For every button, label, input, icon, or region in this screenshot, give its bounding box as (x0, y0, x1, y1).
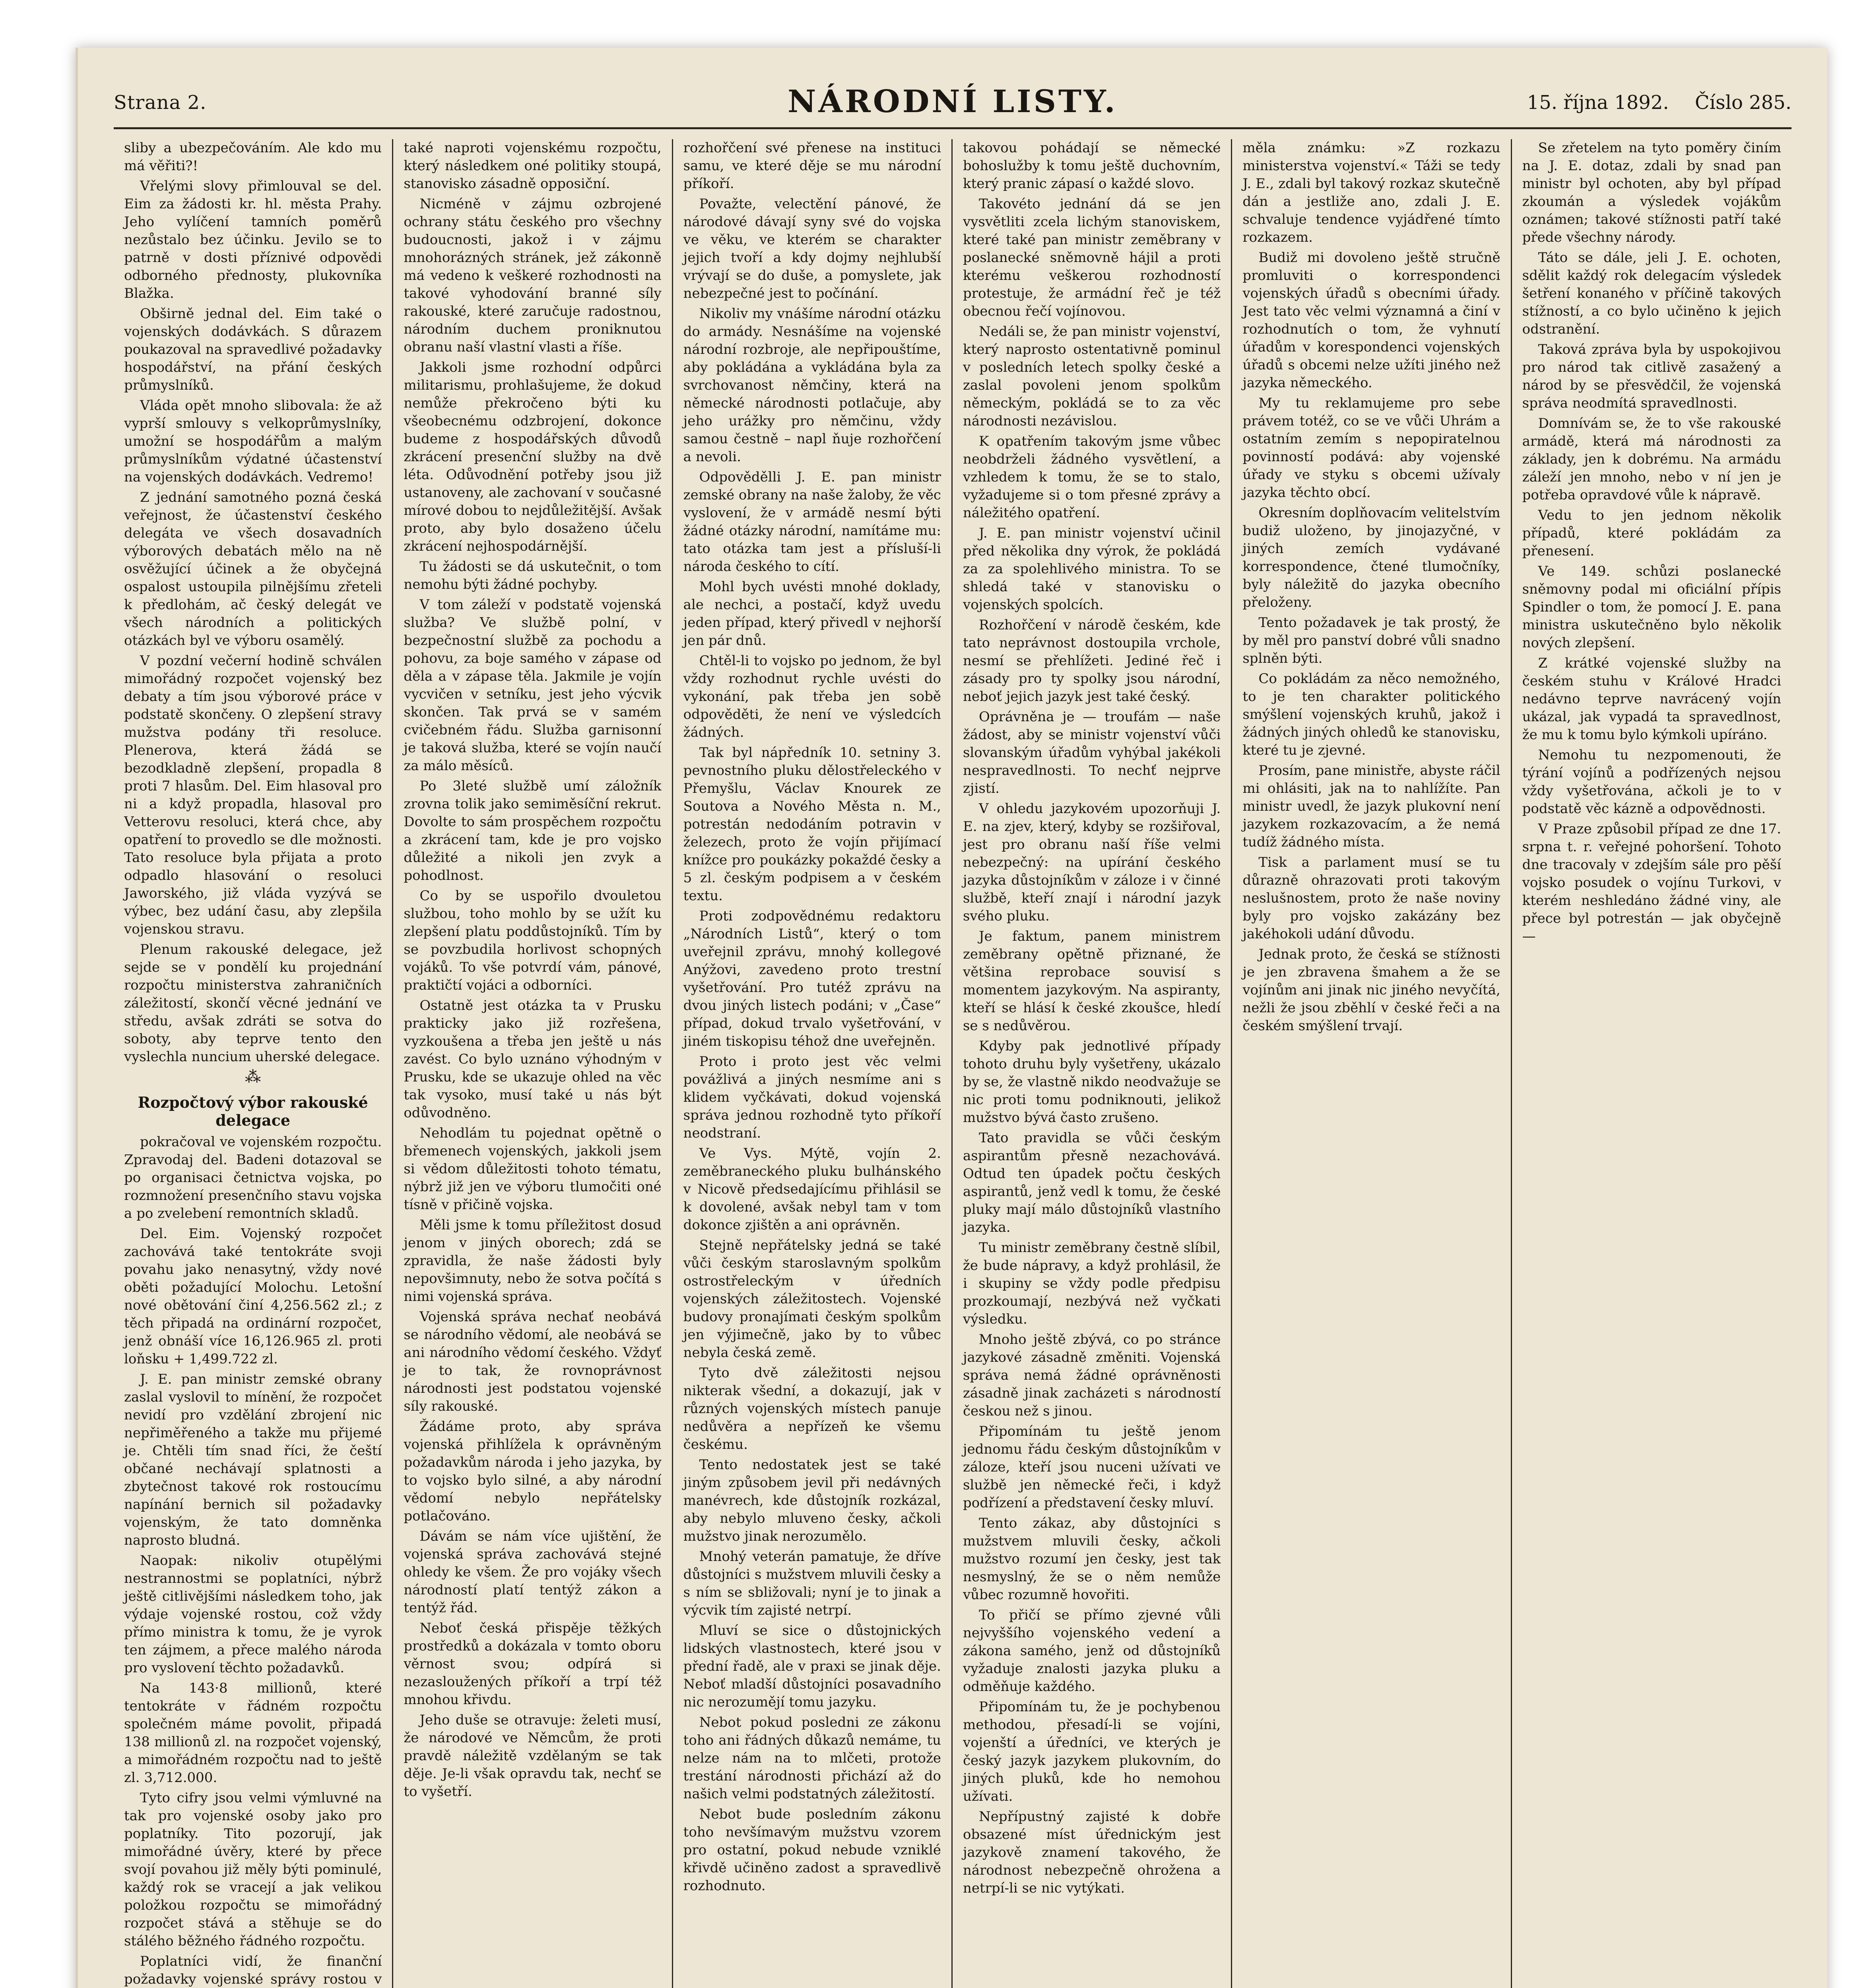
paragraph: V Praze způsobil případ ze dne 17. srpna t. r. veřejné pohoršení. Tohoto dne tracovaly v zdejším sále pro pěší vojsko posudek o vojínu Turkovi, v kterém neshledáno žádné viny, ale přece byl potrestán — jak obyčejně — (1522, 821, 1781, 944)
column-2 (393, 139, 673, 1988)
paragraph: Se zřetelem na tyto poměry činím na J. E. dotaz, zdali by snad pan ministr byl ochoten, aby byl případ zkoumán a výsledek vojákům oznámen; takové stížnosti patří také přede všechny národy. (1522, 140, 1781, 245)
newspaper-page (76, 48, 1827, 1988)
issue-date: 15. října 1892. (1527, 91, 1669, 114)
paragraph: Plenum rakouské delegace, jež sejde se v pondělí ku projednání rozpočtu ministerstva zahraničních záležitostí, skončí věcné jednání ve středu, avšak zdráti se sotva do soboty, aby teprve tento den vyslechla nuncium uherské delegace. (124, 942, 382, 1065)
paragraph: Mohl bych uvésti mnohé doklady, ale nechci, a postačí, když uvedu jeden případ, který přivedl v nejhorší jen pár dnů. (683, 579, 941, 648)
paragraph: Tu žádosti se dá uskutečnit, o tom nemohu býti žádné pochyby. (404, 559, 662, 592)
paragraph: pokračoval ve vojenském rozpočtu. Zpravodaj del. Badeni dotazoval se po organisaci četnictva vojska, po rozmnožení presenčního stavu vojska a po zvelebení remontních skladů. (124, 1134, 382, 1221)
paragraph: My tu reklamujeme pro sebe právem totéž, co se ve vůči Uhrám a ostatním zemím s nepopiratelnou povinností podává: aby vojenské úřady ve styku s obcemi užívaly jazyka těchto obcí. (1242, 395, 1500, 501)
paragraph: V pozdní večerní hodině schválen mimořádný rozpočet vojenský bez debaty a tím jsou výborové práce v podstatě skončeny. O zlepšení stravy mužstva podány tři resoluce. Plenerova, která žádá se bezodkladně zlepšení, propadla 8 proti 7 hlasům. Del. Eim hlasoval pro ni a když propadla, hlasoval pro Vetterovu resoluci, která chce, aby opatření to provedlo se dle možnosti. Tato resoluce byla přijata a proto odpadlo hlasování o resoluci Jaworského, již vláda vyzývá se výbec, bez udání času, aby zlepšila vojenskou stravu. (124, 653, 382, 937)
asterism-divider: ⁂ (245, 1068, 261, 1086)
issue-number: Číslo 285. (1694, 91, 1792, 114)
paragraph: Vojenská správa nechať neobává se národního vědomí, ale neobává se ani národního vědomí českého. Vždyť je to tak, že rovnoprávnost národnosti jest podstatou vojenské síly rakouské. (404, 1309, 662, 1414)
paragraph: Nebot pokud posledni ze zákonu toho ani řádných důkazů nemáme, tu nelze nám na to mlčeti, protože trestání národnosti přichází až do našich velmi podstatných záležitostí. (683, 1714, 941, 1802)
paragraph: Ve 149. schůzi poslanecké sněmovny podal mi oficiální přípis Spindler o tom, že pomocí J. E. pana ministra uskutečněno bylo několik nových zlepšení. (1522, 563, 1781, 651)
paragraph: J. E. pan ministr zemské obrany zaslal vyslovil to mínění, že rozpočet nevidí pro vzdělání zbrojení nic nepřiměřeného a takže mu přijemé je. Chtěli tím snad říci, že čeští občané nechávají splatnosti a zbytečnost takové rok rostoucímu napínání bernich sil požadavky vojenským, že tato domněnka naprosto bludná. (124, 1371, 382, 1548)
paragraph: Tyto cifry jsou velmi výmluvné na tak pro vojenské osoby jako pro poplatníky. Tito pozorují, jak mimořádné úvěry, které by přece svojí povahou již měly býti pominulé, každý rok se vracejí a jak velikou položkou rozpočtu se mimořádný rozpočet stává a stěhuje se do stálého běžného řádného rozpočtu. (124, 1790, 382, 1949)
paragraph: Prosím, pane ministře, abyste ráčil mi ohlásiti, jak na to nahlížíte. Pan ministr uvedl, že jazyk plukovní není jazykem rozkazovacím, a že nemá tudíž žádného místa. (1242, 763, 1500, 850)
paragraph: sliby a ubezpečováním. Ale kdo mu má věřiti?! (124, 140, 382, 174)
paragraph: Neboť česká přispěje těžkých prostředků a dokázala v tomto oboru věrnost svou; odpírá si nezasloužených příkoří a trpí též mnohou křivdu. (404, 1620, 662, 1708)
column-3 (673, 139, 953, 1988)
paragraph: Okresním doplňovacím velitelstvím budiž uloženo, by jinojazyčné, v jiných zemích vydávané korrespondence, čtené tlumočníky, byly náležitě do jazyka obecního přeloženy. (1242, 505, 1500, 610)
paragraph: Považte, velectění pánové, že národové dávají syny své do vojska ve věku, ve kterém se charakter jejich tvoří a kdy dojmy nejhlubší vrývají se do duše, a pomyslete, jak nebezpečné jest to počínání. (683, 196, 941, 301)
paragraph: měla známku: »Z rozkazu ministerstva vojenství.« Táži se tedy J. E., zdali byl takový rozkaz skutečně dán a jestliže ano, zdali J. E. schvaluje tendence vyjádřené tímto rozkazem. (1242, 140, 1500, 245)
paragraph: Tak byl nápředník 10. setniny 3. pevnostního pluku dělostřeleckého v Přemyšlu, Václav Knourek ze Soutova a Nového Města n. M., potrestán nedodáním potravin v železech, proto že vojín přijímací knížce pro poukázky pokaždé česky a 5 zl. českým podpisem a v českém textu. (683, 745, 941, 904)
paragraph: Jakkoli jsme rozhodní odpůrci militarismu, prohlašujeme, že dokud nemůže překročeno býti ku všeobecnému odzbrojení, dokonce budeme z hospodářských důvodů zkrácení presenční služby na dvě léta. Odůvodnění potřeby jsou již ustanoveny, ale zachovaní v současné mírové dobou to nejdůležitější. Avšak proto, aby bylo dosaženo účelu zkrácení nejhospodárnější. (404, 359, 662, 554)
paragraph: Domnívám se, že to vše rakouské armádě, která má národnosti za základy, jen k dobrému. Na armádu záleží jen mnoho, nebo v ní jen je potřeba opravdové vůle k nápravě. (1522, 415, 1781, 503)
paragraph: Obširně jednal del. Eim také o vojenských dodávkách. S důrazem poukazoval na spravedlivé požadavky hospodářství, na přání českých průmyslníků. (124, 306, 382, 393)
paragraph: Vedu to jen jednom několik případů, které pokládám za přenesení. (1522, 507, 1781, 559)
paragraph: Nedáli se, že pan ministr vojenství, který naprosto ostentativně pominul v posledních letech spolky české a zaslal povoleni jenom spolkům německým, pokládá se to za věc národnosti nezávislou. (963, 324, 1221, 429)
paragraph: Odpovědělli J. E. pan ministr zemské obrany na naše žaloby, že věc vyslovení, že v armádě nesmí býti žádné otázky národní, namítáme mu: tato otázka tam jest a přísluší-li národa českého to cítí. (683, 469, 941, 575)
masthead (114, 76, 1792, 129)
paragraph: Ostatně jest otázka ta v Prusku prakticky jako již rozřešena, vyzkoušena a třeba jen ještě u nás zavést. Co bylo uznáno výhodným v Prusku, kde se ukazuje ohled na věc tak vysoko, musí také u nás být odůvodněno. (404, 998, 662, 1121)
paragraph: Co by se uspořilo dvouletou službou, toho mohlo by se užít ku zlepšení platu poddůstojníků. Tím by se povzbudila horlivost schopných vojáků. To vše potvrdí vám, pánové, praktičtí vojáci a odborníci. (404, 888, 662, 993)
paragraph: Co pokládám za něco nemožného, to je ten charakter politického smýšlení vojenských kruhů, jakož i žádných jiných ohledů ke stanovisku, které tu je zjevné. (1242, 671, 1500, 758)
paragraph: Tento požadavek je tak prostý, že by měl pro panství dobré vůli snadno splněn býti. (1242, 615, 1500, 666)
paragraph: Na 143·8 millionů, které tentokráte v řádném rozpočtu společném máme povolit, připadá 138 millionů zl. na rozpočet vojenský, a mimořádném rozpočtu nad to ještě zl. 3,712.000. (124, 1680, 382, 1786)
column-1 (114, 139, 393, 1988)
paragraph: Tisk a parlament musí se tu důrazně ohrazovati proti takovým neslušnostem, proto že naše noviny byly pro vojsko zakázány bez jakéhokoli udání důvodu. (1242, 854, 1500, 942)
paragraph: Nepřípustný zajisté k dobře obsazené míst úřednickým jest jazykově znamení takového, že národnost nebezpečně ohrožena a netrpí-li se nic vytýkati. (963, 1809, 1221, 1896)
paragraph: Měli jsme k tomu příležitost dosud jenom v jiných oborech; zdá se zpravidla, že naše žádosti byly nepovšimnuty, nebo že sotva počítá s nimi vojenská správa. (404, 1217, 662, 1305)
paragraph: Chtěl-li to vojsko po jednom, že byl vždy rozhodnut rychle uvésti do vykonání, pak třeba jen sobě odpověděti, že není ve výsledcích žádných. (683, 653, 941, 740)
paragraph: Kdyby pak jednotlivé případy tohoto druhu byly vyšetřeny, ukázalo by se, že vlastně nikdo neodvažuje se nic proti tomu podniknouti, jelikož mužstvo bývá často zrušeno. (963, 1038, 1221, 1126)
paragraph: Proto i proto jest věc velmi povážlivá a jiných nesmíme ani s klidem vyčkávati, dokud vojenská správa jednou rozhodně tyto příkoří neodstraní. (683, 1054, 941, 1141)
paragraph: Ve Vys. Mýtě, vojín 2. zeměbraneckého pluku bulhánského v Nicově předsedajícímu přihlásil se k dovolené, avšak nebyl tam v tom dokonce zjištěn a ani oprávněn. (683, 1145, 941, 1233)
paragraph: Proti zodpovědnému redaktoru „Národních Listů“, který o tom uveřejnil zprávu, mnohý kollegové Anýžovi, zavedeno proto trestní vyšetřování. Pro tutéž zprávu na dvou jiných listech podáni; v „Čase“ případ, dokud trvalo vyšetřování, v jiném tiskopisu téhož dne uveřejněn. (683, 908, 941, 1049)
paragraph: Nemohu tu nezpomenouti, že týrání vojínů a podřízených nejsou vždy vyšetřována, ačkoli je to v podstatě věc kázně a odpovědnosti. (1522, 747, 1781, 817)
paragraph: Del. Eim. Vojenský rozpočet zachovává také tentokráte svoji povahu jako nenasytný, vždy nové oběti požadující Molochu. Letošní nové obětování činí 4,256.562 zl.; z těch připadá na ordinární rozpočet, jenž obnáší více 16,126.965 zl. proti loňsku + 1,499.722 zl. (124, 1226, 382, 1367)
paragraph: Stejně nepřátelsky jedná se také vůči českým staroslavným spolkům ostrostřeleckým v úředních vojenských záležitostech. Vojenské budovy pronajímati českým spolkům jen výjimečně, jako by to vůbec nebyla česká země. (683, 1237, 941, 1361)
paragraph: Připomínám tu, že je pochybenou methodou, přesadí-li se vojíni, vojenští a úředníci, ve kterých je český jazyk jazykem plukovním, do jiných pluků, kde ho nemohou užívati. (963, 1699, 1221, 1804)
paragraph: Mluví se sice o důstojnických lidských vlastnostech, které jsou v přední řadě, ale v praxi se jinak děje. Neboť mladší důstojníci posavadního nic nerozumějí tomu jazyku. (683, 1623, 941, 1710)
paragraph: Z krátké vojenské služby na českém stuhu v Králové Hradci nedávno teprve navrácený vojín ukázal, jak vypadá ta spravedlnost, že mu k tomu bylo kýmkoli upíráno. (1522, 655, 1781, 743)
column-5 (1232, 139, 1512, 1988)
column-6 (1512, 139, 1792, 1988)
paragraph: Připomínám tu ještě jenom jednomu řádu českým důstojníkům v záloze, kteří jsou nuceni užívati ve službě jen německé řeči, i když podřízení a představení česky mluví. (963, 1423, 1221, 1511)
paragraph: Tato pravidla se vůči českým aspirantům přesně nezachovává. Odtud ten úpadek počtu českých aspirantů, jenž vedl k tomu, že české pluky mají málo důstojníků vlastního jazyka. (963, 1130, 1221, 1235)
paragraph: Vláda opět mnoho slibovala: že až vyprší smlouvy s velkoprůmyslníky, umožní se hospodářům a malým průmyslníkům výdatné účastenství na vojenských dodávkách. Vedremo! (124, 398, 382, 485)
section-title: Rozpočtový výbor rakouské delegace (138, 1093, 368, 1129)
paragraph: Taková zpráva byla by uspokojivou pro národ tak citlivě zasažený a národ by se přesvědčil, že vojenská správa neodmítá spravedlnosti. (1522, 342, 1781, 411)
paragraph: Takovéto jednání dá se jen vysvětliti zcela lichým stanoviskem, které také pan ministr zeměbrany v poslanecké sněmovně hájil a proti kterému veškerou rozhodností protestuje, že armádní řeč je též obecnou řečí vojínovou. (963, 196, 1221, 319)
paragraph: V tom záleží v podstatě vojenská služba? Ve službě polní, v bezpečnostní službě za pochodu a pohovu, za boje samého v zápase od děla a v zápase těla. Jakmile je vojín vycvičen v setníku, jest jeho výcvik skončen. Tak prvá se v samém cvičebném řádu. Služba garnisonní je taková služba, které se vojín naučí za málo měsíců. (404, 597, 662, 774)
paragraph: Tu ministr zeměbrany čestně slíbil, že bude nápravy, a když prohlásil, že i skupiny se vždy podle předpisu prozkoumají, nezbývá než vyčkati výsledku. (963, 1240, 1221, 1327)
paragraph: Tento nedostatek jest se také jiným způsobem jevil při nedávných manévrech, kde důstojník rozkázal, aby nebylo mluveno česky, ačkoli mužstvo jinak nerozumělo. (683, 1457, 941, 1544)
column-4 (953, 139, 1232, 1988)
date-and-issue (1507, 91, 1792, 114)
paragraph: Nebot bude posledním zákonu toho nevšímavým mužstvu vzorem pro ostatní, pokud nebude vzniklé křivdě učiněno zadost a spravedlivě rozhodnuto. (683, 1806, 941, 1894)
paragraph: Budiž mi dovoleno ještě stručně promluviti o korrespondenci vojenských úřadů s obecními úřady. Jest tato věc velmi významná a činí v rozhodnutích o tom, že vyhnutí úřadům v korespondenci vojenských úřadů s obcemi nelze užíti jiného než jazyka německého. (1242, 250, 1500, 391)
newspaper-title: NÁRODNÍ LISTY. (788, 83, 1118, 120)
page-number: Strana 2. (114, 91, 207, 114)
paragraph: rozhořčení své přenese na instituci samu, ve které děje se mu národní příkoří. (683, 140, 941, 192)
paragraph: K opatřením takovým jsme vůbec neobdrželi žádného vysvětlení, a vzhledem k tomu, že se to stalo, vyžadujeme si o tom přesné zprávy a náležitého opatření. (963, 433, 1221, 521)
paragraph: Je faktum, panem ministrem zeměbrany opětně přiznané, že většina reprobace souvisí s momentem jazykovým. Na aspiranty, kteří se hlásí k české zkoušce, hledí se s nedůvěrou. (963, 928, 1221, 1034)
paragraph: Poplatníci vidí, že finanční požadavky vojenské správy rostou v (124, 1953, 382, 1987)
paragraph: Tento zákaz, aby důstojníci s mužstvem mluvili česky, ačkoli mužstvo rozumí jen česky, jest tak nesmyslný, že se o něm nemůže vůbec rozumně hovořiti. (963, 1515, 1221, 1603)
text-columns (114, 139, 1792, 1988)
paragraph: V ohledu jazykovém upozorňuji J. E. na zjev, který, kdyby se rozšiřoval, jest pro obranu naší říše velmi nebezpečný: na upírání českého jazyka důstojníkům v záloze i v činné službě, kteří znají i národní jazyk svého pluku. (963, 801, 1221, 924)
paragraph: Dávám se nám více ujištění, že vojenská správa zachovává stejné ohledy ke všem. Že pro vojáky všech národností platí tentýž zákon a tentýž řád. (404, 1528, 662, 1616)
paragraph: Z jednání samotného pozná česká veřejnost, že účastenství českého delegáta ve všech dosavadních výborových debatách mělo na ně osvěžující účinek a že obyčejná ospalost ustoupila pilnějšímu zřeteli k předlohám, ač český delegát ve všech národních a politických otázkách byl ve výboru osamělý. (124, 489, 382, 648)
paragraph: Žádáme proto, aby správa vojenská přihlížela k oprávněným požadavkům národa i jeho jazyka, by to vojsko bylo silné, a aby národní vědomí nebylo nepřátelsky potlačováno. (404, 1419, 662, 1524)
paragraph: Táto se dále, jeli J. E. ochoten, sdělit každý rok delegacím výsledek šetření konaného v příčině takových stížností, a co bylo učiněno k jejich odstranění. (1522, 250, 1781, 337)
paragraph: Nikoliv my vnášíme národní otázku do armády. Nesnášíme na vojenské národní rozbroje, ale nepřipouštíme, aby pokládána a vykládána byla za svrchovanost němčiny, která na německé národnosti potlačuje, aby jeho urážky pro němčinu, vždy samou čestně – napl ňuje rozhořčení a nevoli. (683, 306, 941, 465)
paragraph: Jednak proto, že česká se stížnosti je jen zbravena šmahem a že se vojínům ani jinak nic jiného nevyčítá, nežli že jsou zběhlí v české řeči a na českém smýšlení trvají. (1242, 946, 1500, 1034)
paragraph: Tyto dvě záležitosti nejsou nikterak všední, a dokazují, jak v různých vojenských místech panuje nedůvěra a nepřízeň ke všemu českému. (683, 1365, 941, 1452)
paragraph: Vřelými slovy přimlouval se del. Eim za žádosti kr. hl. města Prahy. Jeho vylíčení tamních poměrů nezůstalo bez účinku. Jevilo se to patrně v dosti příznivé odpovědi odborného přednosty, plukovníka Blažka. (124, 178, 382, 301)
paragraph: Po 3leté službě umí záložník zrovna tolik jako semiměsíční rekrut. Dovolte to sám prospěchem rozpočtu a zkrácení tam, kde je pro vojsko důležité a nikoli jen zvyk a pohodlnost. (404, 778, 662, 883)
paragraph: Nicméně v zájmu ozbrojené ochrany státu českého pro všechny budoucnosti, jakož i v zájmu mnohorázných stránek, jež zákonně má vedeno k veškeré rozhodnosti na takové vyhodování branné síly rakouské, které zaručuje radostnou, národním duchem proniknutou obranu naší vlastní vlasti a říše. (404, 196, 662, 355)
paragraph: To přičí se přímo zjevné vůli nejvyššího vojenského vedení a zákona samého, jenž od důstojníků vyžaduje znalosti jazyka pluku a odměňuje každého. (963, 1607, 1221, 1695)
paragraph: Rozhořčení v národě českém, kde tato neprávnost dostoupila vrchole, nesmí se přehlížeti. Jediné řeč i zásady pro ty spolky jsou národní, neboť jejich jazyk jest také český. (963, 617, 1221, 705)
paragraph: Mnoho ještě zbývá, co po stránce jazykové zásadně změniti. Vojenská správa nemá žádné oprávněnosti zásadně jinak zacházeti s národností českou než s jinou. (963, 1332, 1221, 1419)
paragraph: Naopak: nikoliv otupělými nestrannostmi se poplatníci, nýbrž ještě citlivějšími následkem toho, jak výdaje vojenské rostou, což vždy přímo ministra k tomu, že je vyrok ten zájmem, a přece malého národa pro vyslovení těchto požadavků. (124, 1553, 382, 1676)
paragraph: J. E. pan ministr vojenství učinil před několika dny výrok, že pokládá za za spolehlivého ministra. To se shledá také v stanovisku o vojenských spolcích. (963, 525, 1221, 613)
paragraph: také naproti vojenskému rozpočtu, který následkem oné politiky stoupá, stanovisko zásadně opposiční. (404, 140, 662, 192)
paragraph: Mnohý veterán pamatuje, že dříve důstojníci s mužstvem mluvili česky a s ním se sbližovali; nyní je to jinak a výcvik tím zajisté netrpí. (683, 1549, 941, 1618)
paragraph: Jeho duše se otravuje: želeti musí, že národové ve Němcům, že proti pravdě náležitě vzdělaným se tak děje. Je-li však opravdu tak, nechť se to vyšetří. (404, 1712, 662, 1800)
paragraph: Nehodlám tu pojednat opětně o břemenech vojenských, jakkoli jsem si vědom důležitosti tohoto tématu, nýbrž již jen ve výboru tlumočiti oné tísně v přičině vojska. (404, 1125, 662, 1213)
paragraph: Oprávněna je — troufám — naše žádost, aby se ministr vojenství vůči slovanským úřadům vyhýbal jakékoli nespravedlnosti. To nechť nejprve zjistí. (963, 709, 1221, 796)
paragraph: takovou pohádají se německé bohoslužby k tomu ještě duchovním, který pranic zápasí o každé slovo. (963, 140, 1221, 192)
